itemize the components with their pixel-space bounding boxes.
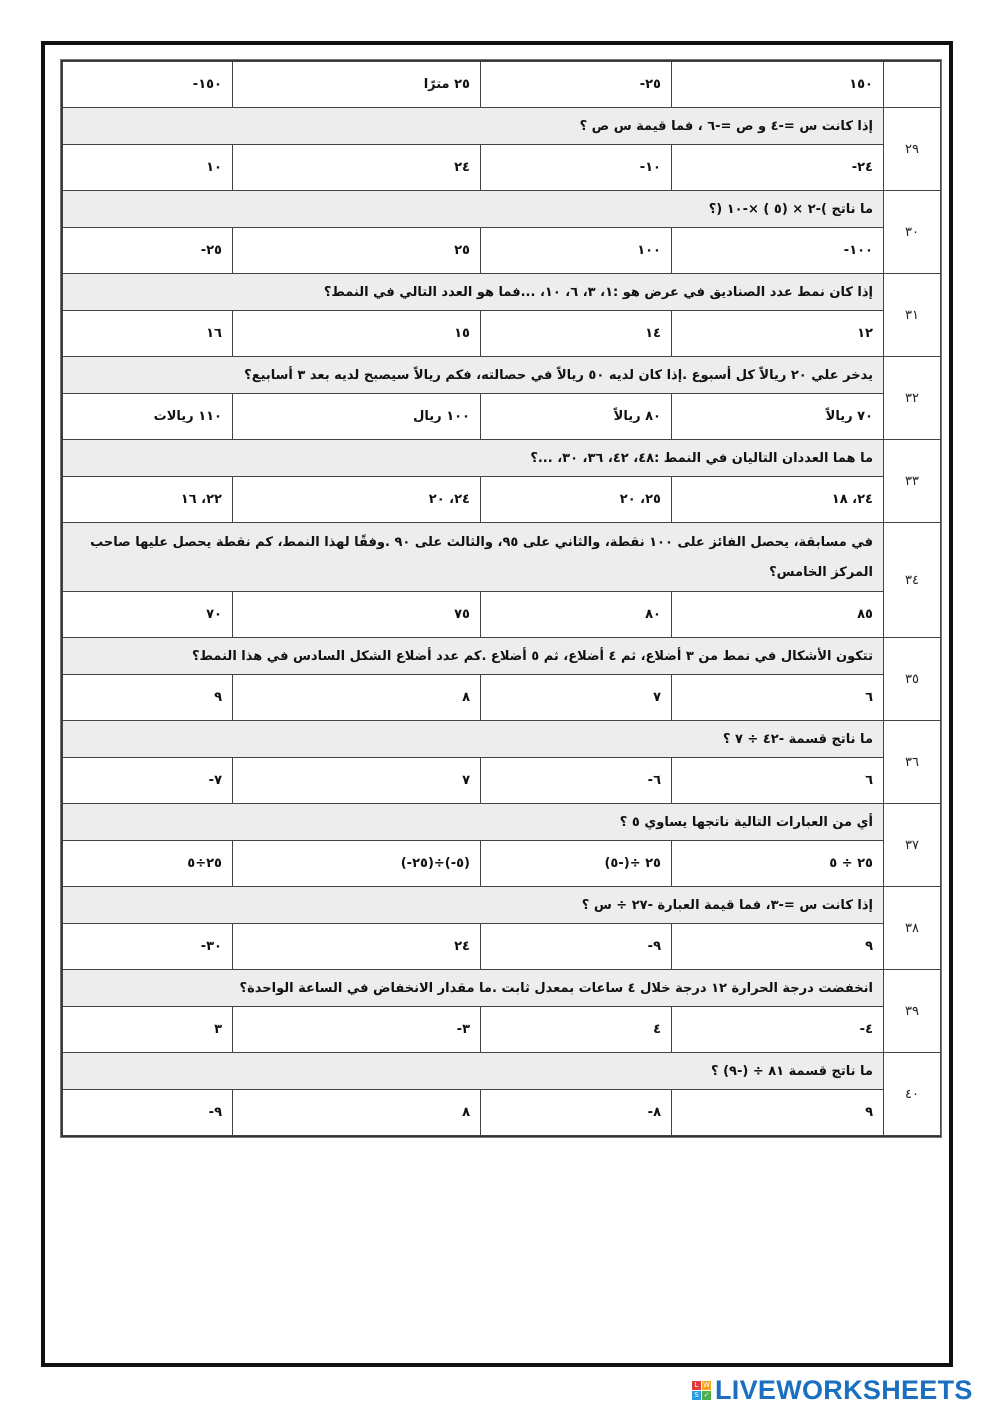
question-text: إذا كانت س =-٣، فما قيمة العبارة -٢٧ ÷ س ؟: [63, 887, 884, 924]
question-text: انخفضت درجة الحرارة ١٢ درجة خلال ٤ ساعات بمعدل ثابت .ما مقدار الانخفاض في الساعة الواحدة؟: [63, 970, 884, 1007]
option-cell[interactable]: ١١٠ ريالات: [63, 394, 233, 440]
options-row: [63, 924, 941, 970]
option-cell[interactable]: ١٠٠ ريال: [233, 394, 481, 440]
question-row: [63, 970, 941, 1007]
option-cell[interactable]: ٧: [481, 675, 672, 721]
brand-name: LIVEWORKSHEETS: [715, 1374, 973, 1405]
option-cell[interactable]: ١٥: [233, 311, 481, 357]
question-row: [63, 638, 941, 675]
option-cell[interactable]: -٢٤: [672, 145, 884, 191]
option-cell[interactable]: (-٢٥)÷(-٥): [233, 841, 481, 887]
option-cell[interactable]: -١٠: [481, 145, 672, 191]
option-cell[interactable]: ٢٥ مترًا: [233, 62, 481, 108]
option-cell[interactable]: -٨: [481, 1090, 672, 1136]
question-row: [63, 804, 941, 841]
question-text: إذا كانت س =-٤ و ص =-٦ ، فما قيمة س ص ؟: [63, 108, 884, 145]
option-cell[interactable]: ٨٠: [481, 592, 672, 638]
question-number: ٣٣: [884, 440, 941, 523]
question-row: [63, 440, 941, 477]
options-row: [63, 592, 941, 638]
option-cell[interactable]: ١٠: [63, 145, 233, 191]
question-text: ما ناتج قسمة -٤٢ ÷ ٧ ؟: [63, 721, 884, 758]
option-cell[interactable]: ٨: [233, 1090, 481, 1136]
option-cell[interactable]: -٢٥: [63, 228, 233, 274]
question-number: ٣١: [884, 274, 941, 357]
question-text: ما هما العددان التاليان في النمط :٤٨، ٤٢، ٣٦، ٣٠، ...؟: [63, 440, 884, 477]
question-text: ما ناتج )-٢ × (٥ ) ×-١٠ (؟: [63, 191, 884, 228]
options-row: [63, 1090, 941, 1136]
question-number: [884, 62, 941, 108]
option-cell[interactable]: ١٠٠: [481, 228, 672, 274]
option-cell[interactable]: ١٥٠: [672, 62, 884, 108]
liveworksheets-footer: [692, 1376, 973, 1404]
options-row: [63, 228, 941, 274]
option-cell[interactable]: ٧٥: [233, 592, 481, 638]
option-cell[interactable]: ١٢: [672, 311, 884, 357]
option-cell[interactable]: -٤: [672, 1007, 884, 1053]
option-cell[interactable]: ٢٥ ÷(-٥): [481, 841, 672, 887]
question-text: تتكون الأشكال في نمط من ٣ أضلاع، ثم ٤ أضلاع، ثم ٥ أضلاع .كم عدد أضلاع الشكل السادس في هذا النمط؟: [63, 638, 884, 675]
question-number: ٣٨: [884, 887, 941, 970]
options-row: [63, 675, 941, 721]
option-cell[interactable]: ٤: [481, 1007, 672, 1053]
question-row: [63, 523, 941, 592]
option-cell[interactable]: -١٠٠: [672, 228, 884, 274]
option-cell[interactable]: ٢٥÷٥: [63, 841, 233, 887]
options-row: [63, 477, 941, 523]
option-cell[interactable]: ٦: [672, 758, 884, 804]
option-cell[interactable]: -٦: [481, 758, 672, 804]
option-cell[interactable]: ٧٠ ريالاً: [672, 394, 884, 440]
option-cell[interactable]: ٢٤، ٢٠: [233, 477, 481, 523]
question-row: [63, 887, 941, 924]
option-cell[interactable]: ٢٥: [233, 228, 481, 274]
question-row: [63, 721, 941, 758]
question-table: [61, 60, 941, 1137]
question-number: ٣٩: [884, 970, 941, 1053]
option-cell[interactable]: ٢٤: [233, 145, 481, 191]
question-number: ٤٠: [884, 1053, 941, 1136]
option-cell[interactable]: ٢٥، ٢٠: [481, 477, 672, 523]
option-cell[interactable]: ٢٤: [233, 924, 481, 970]
question-row: [63, 108, 941, 145]
option-cell[interactable]: ٧٠: [63, 592, 233, 638]
option-cell[interactable]: -٢٥: [481, 62, 672, 108]
option-cell[interactable]: ٢٢، ١٦: [63, 477, 233, 523]
question-number: ٣٦: [884, 721, 941, 804]
options-row: [63, 1007, 941, 1053]
option-cell[interactable]: -٩: [481, 924, 672, 970]
options-row: [63, 394, 941, 440]
option-cell[interactable]: ٩: [63, 675, 233, 721]
question-row: [63, 1053, 941, 1090]
option-cell[interactable]: ٨٠ ريالاً: [481, 394, 672, 440]
option-cell[interactable]: ١٤: [481, 311, 672, 357]
option-cell[interactable]: ٣: [63, 1007, 233, 1053]
option-cell[interactable]: ٩: [672, 924, 884, 970]
option-cell[interactable]: ٨: [233, 675, 481, 721]
options-row: [63, 841, 941, 887]
question-row: [63, 191, 941, 228]
options-row: [63, 145, 941, 191]
option-cell[interactable]: ٨٥: [672, 592, 884, 638]
options-row: [63, 311, 941, 357]
question-number: ٣٠: [884, 191, 941, 274]
option-cell[interactable]: -٣٠: [63, 924, 233, 970]
option-cell[interactable]: -١٥٠: [63, 62, 233, 108]
question-text: إذا كان نمط عدد الصناديق في عرض هو :١، ٣، ٦، ١٠، ...فما هو العدد التالي في النمط؟: [63, 274, 884, 311]
question-row: [63, 274, 941, 311]
question-row: [63, 357, 941, 394]
option-cell[interactable]: ٢٥ ÷ ٥: [672, 841, 884, 887]
option-cell[interactable]: ٢٤، ١٨: [672, 477, 884, 523]
question-number: ٣٧: [884, 804, 941, 887]
question-number: ٣٢: [884, 357, 941, 440]
option-cell[interactable]: -٩: [63, 1090, 233, 1136]
option-cell[interactable]: -٧: [63, 758, 233, 804]
question-text: ما ناتج قسمة ٨١ ÷ (-٩) ؟: [63, 1053, 884, 1090]
question-text: في مسابقة، يحصل الفائز على ١٠٠ نقطة، والثاني على ٩٥، والثالث على ٩٠ .وفقًا لهذا النمط، كم نقطة يحصل عليها صاحب المركز الخامس؟: [63, 523, 884, 592]
liveworksheets-logo-icon: L W S ✓: [692, 1381, 711, 1400]
option-cell[interactable]: ٩: [672, 1090, 884, 1136]
option-cell[interactable]: ٦: [672, 675, 884, 721]
question-number: ٣٥: [884, 638, 941, 721]
question-number: ٢٩: [884, 108, 941, 191]
option-cell[interactable]: ١٦: [63, 311, 233, 357]
question-number: ٣٤: [884, 523, 941, 638]
option-cell[interactable]: -٣: [233, 1007, 481, 1053]
question-text: أي من العبارات التالية ناتجها يساوي ٥ ؟: [63, 804, 884, 841]
top-options-row: [63, 62, 941, 108]
options-row: [63, 758, 941, 804]
question-text: يدخر علي ٢٠ ريالاً كل أسبوع .إذا كان لديه ٥٠ ريالاً في حصالته، فكم ريالاً سيصبح لديه بعد ٣ أسابيع؟: [63, 357, 884, 394]
option-cell[interactable]: ٧: [233, 758, 481, 804]
